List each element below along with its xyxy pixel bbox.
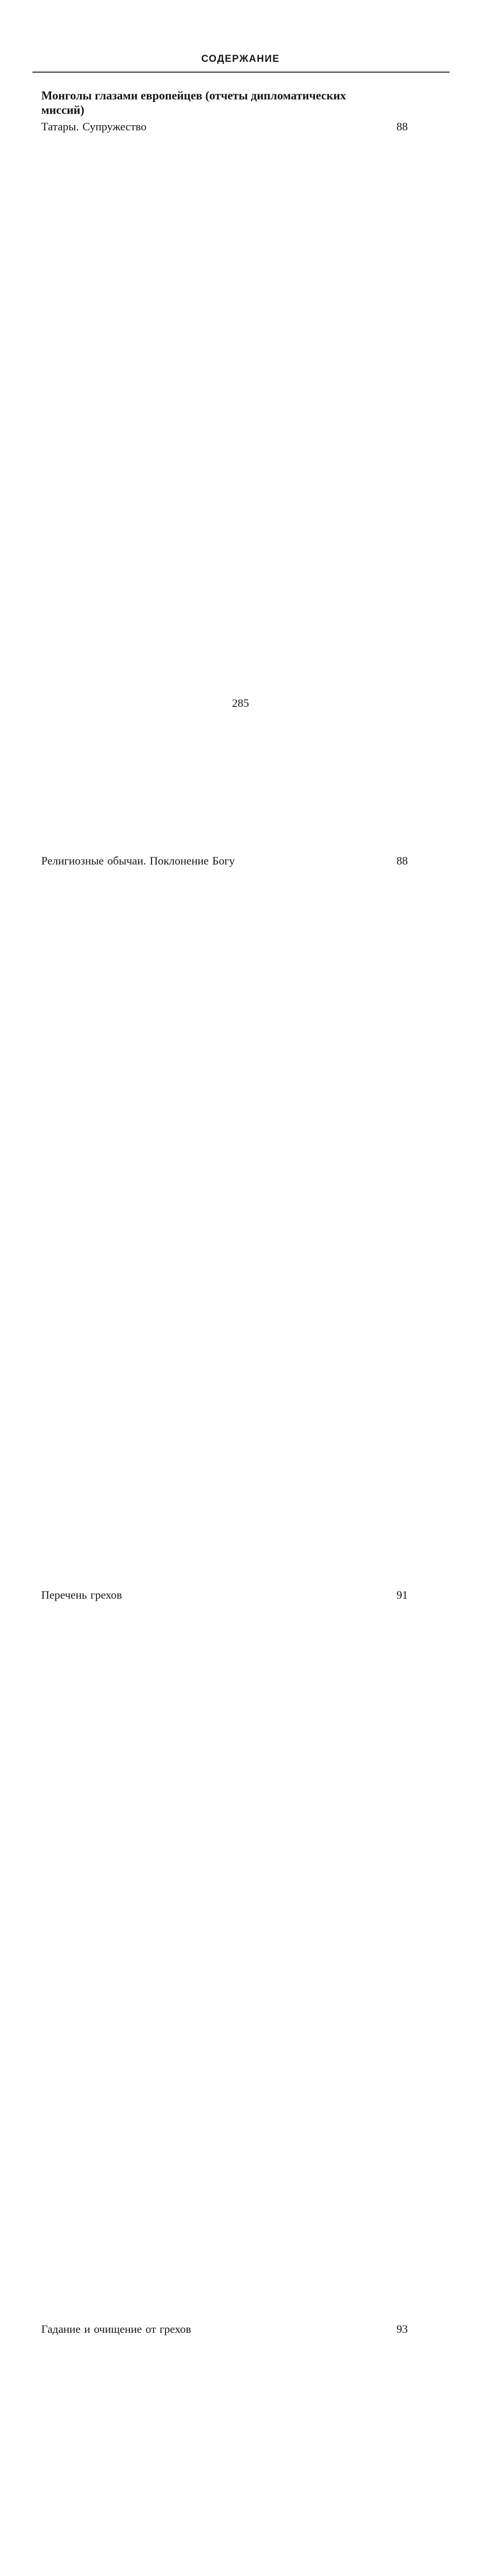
toc-page-number: 91 (124, 1588, 408, 2322)
toc-content (41, 89, 408, 2576)
toc-entry (41, 2322, 408, 2576)
toc-entry (41, 854, 408, 1588)
toc-entry (41, 120, 408, 854)
section-heading (41, 89, 408, 117)
toc-list (41, 120, 408, 2576)
section-heading-line2: миссий) (41, 104, 85, 116)
page-header-title: СОДЕРЖАНИЕ (201, 54, 280, 64)
toc-page-number: 88 (237, 854, 408, 1588)
header-rule (32, 72, 450, 73)
toc-entry (41, 1588, 408, 2322)
footer-page-number: 285 (232, 697, 249, 709)
toc-entry-title: Татары. Супружество (41, 120, 147, 133)
toc-page-number: 88 (148, 120, 408, 854)
toc-entry-title: Перечень грехов (41, 1588, 122, 1601)
toc-entry-title: Гадание и очищение от грехов (41, 2323, 191, 2335)
toc-page-number: 93 (193, 2322, 408, 2576)
section-heading-line1: Монголы глазами европейцев (отчеты дипломатических (41, 89, 346, 102)
toc-entry-title: Религиозные обычаи. Поклонение Богу (41, 854, 235, 867)
